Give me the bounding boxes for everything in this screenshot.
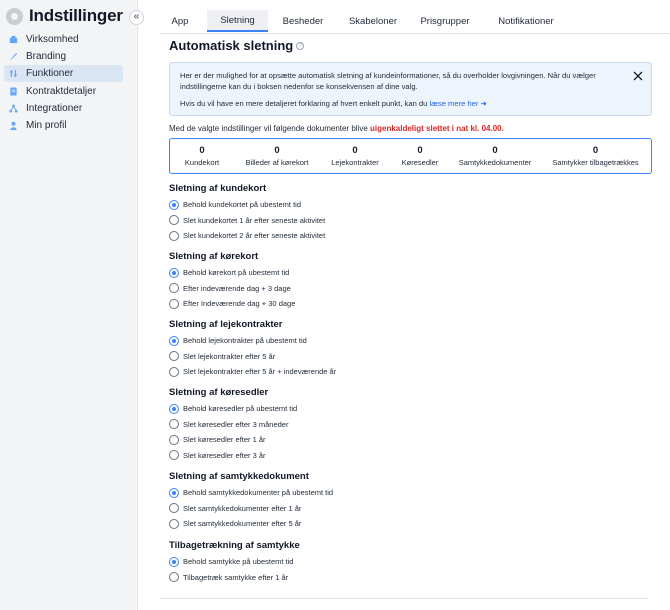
- stat-value: 0: [417, 144, 423, 156]
- brush-icon: [9, 52, 18, 61]
- radio-button[interactable]: [169, 200, 179, 210]
- info-text: Her er der mulighed for at opsætte automatisk sletning af kundeinformationer, så du overholder lovgivningen. Når du vælger indstillingerne kan du i boksen nedenfor se konsekvensen af dine valg.: [180, 71, 596, 91]
- option-label: Behold samtykkedokumenter på ubestemt tid: [183, 488, 334, 498]
- group-title: Tilbagetrækning af samtykke: [169, 540, 300, 551]
- deletion-summary: [169, 124, 504, 133]
- radio-button[interactable]: [169, 299, 179, 309]
- option-label: Behold samtykke på ubestemt tid: [183, 557, 294, 567]
- sidebar-item-label: Kontraktdetaljer: [26, 85, 97, 97]
- option-label: Behold kørekort på ubestemt tid: [183, 268, 290, 278]
- radio-option[interactable]: [169, 265, 295, 281]
- option-label: Efter indeværende dag + 3 dage: [183, 283, 291, 293]
- radio-button[interactable]: [169, 488, 179, 498]
- info-alert: [169, 62, 652, 116]
- sidebar-item-label: Min profil: [26, 119, 67, 131]
- radio-option[interactable]: [169, 516, 333, 532]
- radio-button[interactable]: [169, 503, 179, 513]
- stat-billeder-af-korekort: [234, 139, 320, 173]
- radio-option[interactable]: [169, 448, 297, 464]
- radio-option[interactable]: [169, 364, 336, 380]
- group-korekort: [169, 250, 295, 312]
- summary-warning: uigenkaldeligt slettet i nat kl. 04.00.: [370, 124, 504, 133]
- radio-option[interactable]: [169, 401, 297, 417]
- option-label: Slet kundekortet 1 år efter seneste aktivitet: [183, 215, 326, 225]
- radio-button[interactable]: [169, 367, 179, 377]
- summary-prefix: Med de valgte indstillinger vil følgende dokumenter blive: [169, 124, 368, 133]
- stat-label: Samtykker tilbagetrækkes: [552, 157, 639, 167]
- info-text-prefix: Hvis du vil have en mere detaljeret forklaring af hvert enkelt punkt, kan du: [180, 99, 428, 108]
- deletion-stats: [169, 138, 652, 174]
- tab-divider: [160, 33, 670, 34]
- stat-label: Lejekontrakter: [331, 157, 379, 167]
- collapse-sidebar-button[interactable]: «: [129, 10, 144, 25]
- radio-button[interactable]: [169, 231, 179, 241]
- radio-button[interactable]: [169, 283, 179, 293]
- radio-button[interactable]: [169, 404, 179, 414]
- gear-icon: [6, 8, 23, 25]
- stat-value: 0: [492, 144, 498, 156]
- radio-option[interactable]: [169, 554, 300, 570]
- sliders-icon: [9, 69, 18, 78]
- page-title: [169, 38, 304, 53]
- tab-app[interactable]: App: [171, 15, 189, 27]
- option-label: Behold lejekontrakter på ubestemt tid: [183, 336, 307, 346]
- stat-value: 0: [199, 144, 205, 156]
- sidebar-item-label: Funktioner: [26, 68, 74, 80]
- radio-button[interactable]: [169, 519, 179, 529]
- radio-button[interactable]: [169, 435, 179, 445]
- sidebar-title: Indstillinger: [29, 6, 123, 25]
- group-lejekontrakter: [169, 318, 336, 380]
- main-panel: [137, 0, 670, 610]
- sidebar-item-label: Virksomhed: [26, 34, 79, 45]
- option-label: Behold køresedler på ubestemt tid: [183, 404, 298, 414]
- option-label: Slet lejekontrakter efter 5 år + indeværende år: [183, 367, 337, 377]
- stat-label: Billeder af kørekort: [245, 157, 309, 167]
- help-icon[interactable]: ?: [296, 42, 304, 50]
- option-label: Slet køresedler efter 1 år: [183, 435, 266, 445]
- tab-skabeloner[interactable]: Skabeloner: [348, 15, 398, 27]
- radio-option[interactable]: [169, 213, 325, 229]
- sidebar-item-branding[interactable]: [4, 48, 123, 65]
- radio-option[interactable]: [169, 296, 295, 312]
- sidebar-item-integrationer[interactable]: [4, 100, 123, 117]
- option-label: Slet køresedler efter 3 måneder: [183, 419, 289, 429]
- tab-prisgrupper[interactable]: Prisgrupper: [420, 15, 470, 27]
- radio-option[interactable]: [169, 333, 336, 349]
- group-title: Sletning af køresedler: [169, 387, 269, 398]
- group-title: Sletning af kørekort: [169, 251, 259, 262]
- radio-option[interactable]: [169, 501, 333, 517]
- group-samtykkedokument: [169, 470, 333, 532]
- tab-bar: [160, 10, 566, 32]
- radio-button[interactable]: [169, 351, 179, 361]
- page-title-text: Automatisk sletning: [169, 38, 294, 53]
- tab-beskeder[interactable]: Besheder: [282, 15, 324, 27]
- read-more-link[interactable]: læse mere her ➜: [429, 99, 487, 108]
- radio-button[interactable]: [169, 336, 179, 346]
- radio-option[interactable]: [169, 349, 336, 365]
- stat-value: 0: [352, 144, 358, 156]
- network-icon: [9, 104, 18, 113]
- option-label: Slet køresedler efter 3 år: [183, 450, 266, 460]
- sidebar-nav: [4, 31, 123, 134]
- user-icon: [9, 121, 18, 130]
- stat-koresedler: [390, 139, 450, 173]
- option-label: Slet samtykkedokumenter efter 5 år: [183, 519, 302, 529]
- tab-notifikationer[interactable]: Notifikationer: [498, 15, 554, 27]
- document-icon: [9, 87, 18, 96]
- group-title: Sletning af kundekort: [169, 183, 267, 194]
- option-label: Behold kundekortet på ubestemt tid: [183, 200, 301, 210]
- sidebar-item-virksomhed[interactable]: [4, 31, 123, 48]
- radio-button[interactable]: [169, 268, 179, 278]
- group-kundekort: [169, 182, 325, 244]
- group-tilbagetraekning: [169, 539, 300, 585]
- radio-option[interactable]: [169, 197, 325, 213]
- radio-option[interactable]: [169, 570, 300, 586]
- stat-value: 0: [592, 144, 599, 156]
- radio-button[interactable]: [169, 419, 179, 429]
- group-koresedler: [169, 386, 297, 463]
- tab-sletning[interactable]: Sletning: [207, 10, 268, 32]
- radio-button[interactable]: [169, 572, 179, 582]
- group-title: Sletning af lejekontrakter: [169, 319, 283, 330]
- stat-kundekort: [170, 139, 234, 173]
- radio-button[interactable]: [169, 450, 179, 460]
- sidebar-item-funktioner[interactable]: [4, 65, 123, 82]
- sidebar-item-label: Branding: [26, 51, 67, 63]
- radio-option[interactable]: [169, 417, 297, 433]
- radio-option[interactable]: [169, 432, 297, 448]
- radio-option[interactable]: [169, 228, 325, 244]
- stat-value: 0: [274, 144, 280, 156]
- sidebar-item-min-profil[interactable]: [4, 117, 123, 134]
- sidebar-item-kontraktdetaljer[interactable]: [4, 83, 123, 100]
- stat-lejekontrakter: [320, 139, 390, 173]
- stat-label: Kundekort: [184, 157, 220, 167]
- option-label: Tilbagetræk samtykke efter 1 år: [183, 572, 289, 582]
- bottom-divider: [160, 598, 648, 599]
- radio-option[interactable]: [169, 281, 295, 297]
- option-label: Slet samtykkedokumenter efter 1 år: [183, 503, 302, 513]
- sidebar-header: [6, 6, 123, 26]
- stat-samtykkedokumenter: [450, 139, 540, 173]
- building-icon: [9, 35, 18, 44]
- radio-button[interactable]: [169, 215, 179, 225]
- stat-samtykker-tilbagetraekkes: [540, 139, 651, 173]
- sidebar-item-label: Integrationer: [26, 102, 83, 114]
- stat-label: Samtykkedokumenter: [458, 157, 532, 167]
- option-label: Slet lejekontrakter efter 5 år: [183, 351, 276, 361]
- sidebar: [0, 0, 137, 610]
- info-text-detail: [180, 98, 621, 109]
- radio-button[interactable]: [169, 557, 179, 567]
- group-title: Sletning af samtykkedokument: [169, 471, 309, 482]
- radio-option[interactable]: [169, 485, 333, 501]
- option-label: Slet kundekortet 2 år efter seneste aktivitet: [183, 231, 326, 241]
- close-icon[interactable]: [633, 71, 643, 81]
- option-label: Efter Indeværende dag + 30 dage: [183, 299, 296, 309]
- stat-label: Køresedler: [401, 157, 439, 167]
